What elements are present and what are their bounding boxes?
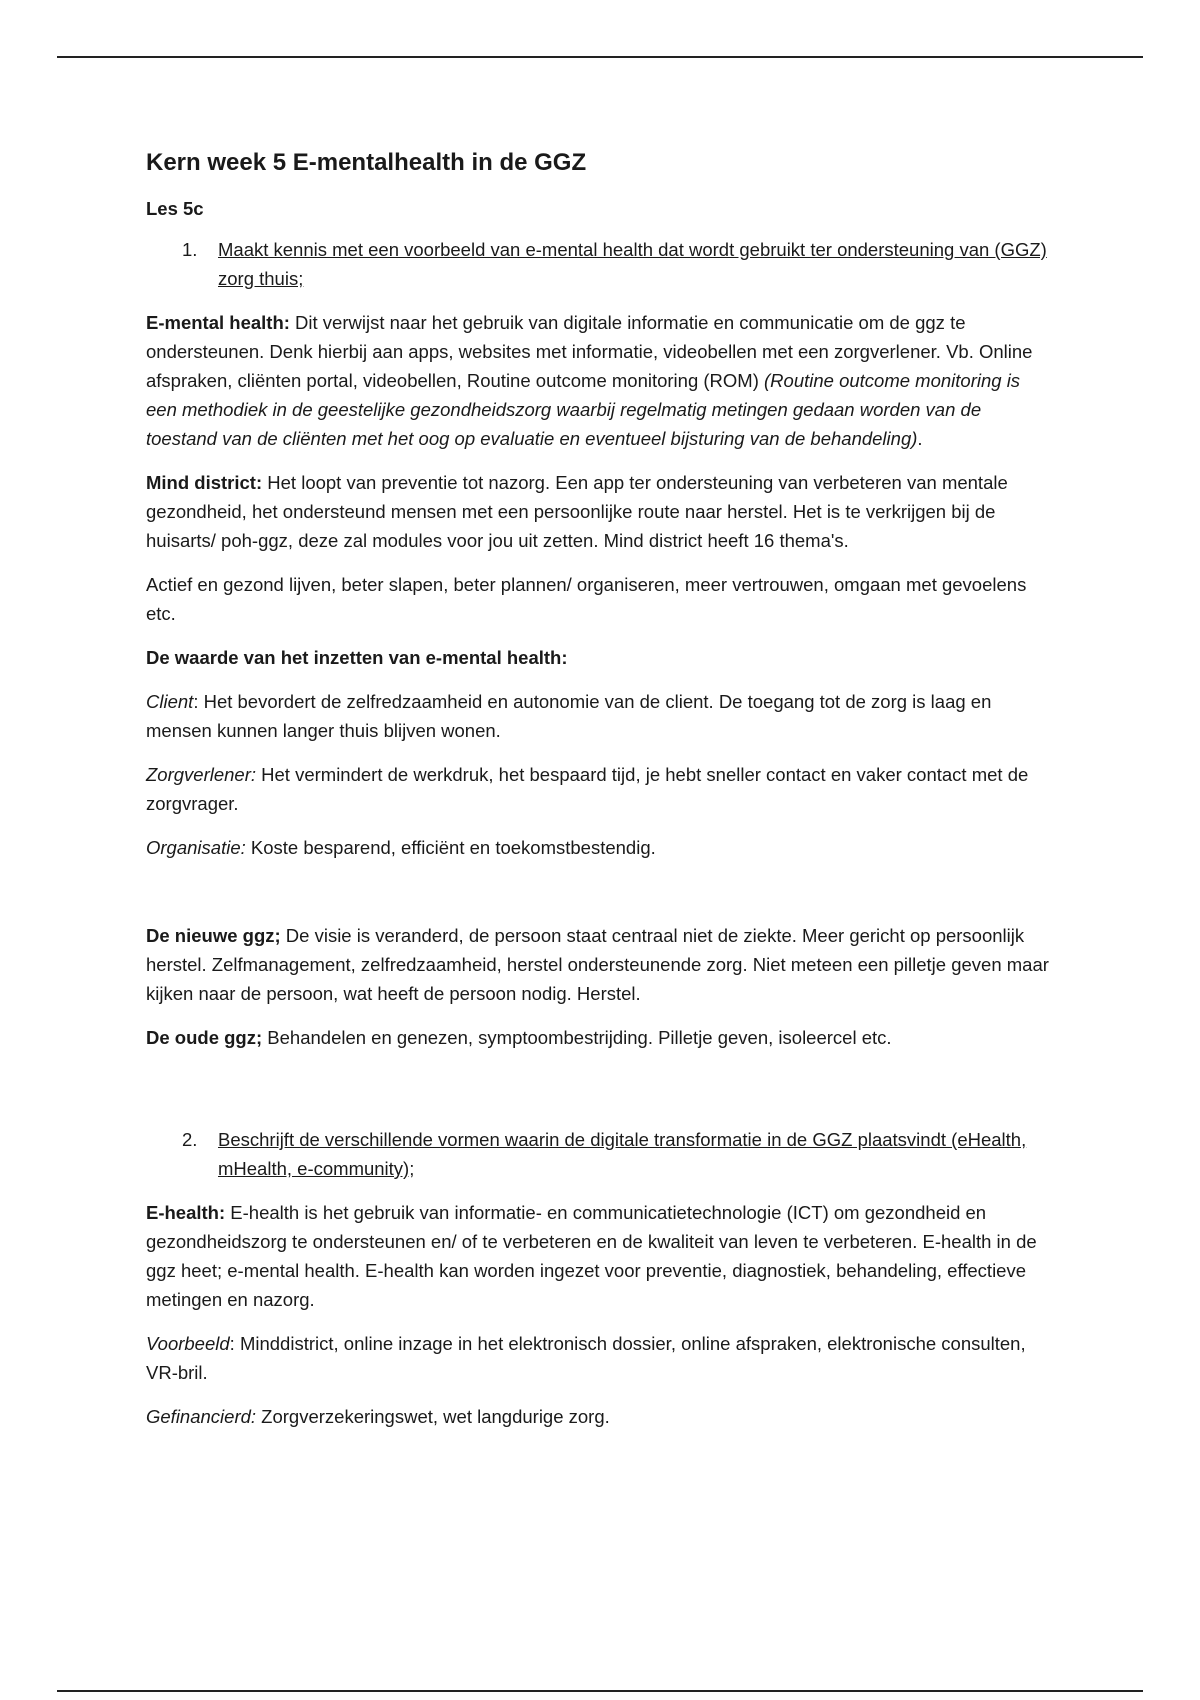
paragraph-e-mental-health (146, 308, 1056, 453)
paragraph-zorgverlener (146, 760, 1056, 818)
term-e-health: E-health: (146, 1202, 226, 1223)
term-gefinancierd: Gefinancierd: (146, 1406, 257, 1427)
organisatie-text: Koste besparend, efficiënt en toekomstbestendig. (245, 837, 656, 858)
objective-1-number: 1. (182, 239, 198, 260)
term-client: Client (146, 691, 194, 712)
paragraph-organisatie (146, 833, 1056, 862)
nieuwe-ggz-text: De visie is veranderd, de persoon staat centraal niet de ziekte. Meer gericht op persoonlijk herstel. Zelfmanagement, zelfredzaamheid, herstel ondersteunende zorg. Niet meteen een pilletje geven maar kijken naar de persoon, wat heeft de persoon nodig. Herstel. (146, 925, 1049, 1004)
lesson-label: Les 5c (146, 198, 204, 219)
voorbeeld-text: : Minddistrict, online inzage in het elektronisch dossier, online afspraken, elektronische consulten, VR-bril. (146, 1333, 1026, 1383)
spacer (146, 1067, 1056, 1125)
value-heading-text: De waarde van het inzetten van e-mental health: (146, 647, 568, 668)
rom-explanation: (Routine outcome monitoring is een methodiek in de geestelijke gezondheidszorg waarbij regelmatig metingen gedaan worden van de toestand van de cliënten met het oog op evaluatie en eventueel bijsturing van de behandeling) (146, 370, 1021, 449)
value-heading (146, 643, 1056, 672)
client-text: : Het bevordert de zelfredzaamheid en autonomie van de client. De toegang tot de zorg is laag en mensen kunnen langer thuis blijven wonen. (146, 691, 992, 741)
paragraph-oude-ggz (146, 1023, 1056, 1052)
term-zorgverlener: Zorgverlener: (146, 764, 257, 785)
objective-2-number: 2. (182, 1129, 198, 1150)
objective-2 (146, 1125, 1056, 1183)
spacer (146, 877, 1056, 921)
paragraph-mind-district (146, 468, 1056, 555)
zorgverlener-text: Het vermindert de werkdruk, het bespaard tijd, je hebt sneller contact en vaker contact met de zorgvrager. (146, 764, 1029, 814)
bottom-rule (57, 1690, 1143, 1692)
oude-ggz-text: Behandelen en genezen, symptoombestrijding. Pilletje geven, isoleercel etc. (262, 1027, 892, 1048)
mind-district-text: Het loopt van preventie tot nazorg. Een app ter ondersteuning van verbeteren van mentale gezondheid, het ondersteund mensen met een persoonlijke route naar herstel. Het is te verkrijgen bij de huisarts/ poh-ggz, deze zal modules voor jou uit zetten. Mind district heeft 16 thema's. (146, 472, 1008, 551)
objective-1-text: Maakt kennis met een voorbeeld van e-mental health dat wordt gebruikt ter ondersteuning van (GGZ) zorg thuis; (218, 239, 1047, 289)
gefinancierd-text: Zorgverzekeringswet, wet langdurige zorg. (256, 1406, 610, 1427)
term-e-mental-health: E-mental health: (146, 312, 290, 333)
paragraph-voorbeeld (146, 1329, 1056, 1387)
objective-2-text: Beschrijft de verschillende vormen waarin de digitale transformatie in de GGZ plaatsvindt (eHealth, mHealth, e-community); (218, 1129, 1027, 1179)
term-voorbeeld: Voorbeeld (146, 1333, 230, 1354)
e-mental-health-end: . (917, 428, 923, 449)
page-title: Kern week 5 E-mentalhealth in de GGZ (146, 149, 587, 176)
e-health-text: E-health is het gebruik van informatie- en communicatietechnologie (ICT) om gezondheid en gezondheidszorg te ondersteunen en/ of te verbeteren en de kwaliteit van leven te verbeteren. E-health in de ggz heet; e-mental health. E-health kan worden ingezet voor preventie, diagnostiek, behandeling, effectieve metingen en nazorg. (146, 1202, 1037, 1310)
paragraph-e-health (146, 1198, 1056, 1314)
paragraph-client (146, 687, 1056, 745)
term-nieuwe-ggz: De nieuwe ggz; (146, 925, 281, 946)
paragraph-nieuwe-ggz (146, 921, 1056, 1008)
document-body (146, 146, 1056, 1446)
paragraph-gefinancierd (146, 1402, 1056, 1431)
paragraph-themes: Actief en gezond lijven, beter slapen, beter plannen/ organiseren, meer vertrouwen, omgaan met gevoelens etc. (146, 574, 1027, 624)
e-mental-health-text: Dit verwijst naar het gebruik van digitale informatie en communicatie om de ggz te ondersteunen. Denk hierbij aan apps, websites met informatie, videobellen met een zorgverlener. Vb. Online afspraken, cliënten portal, videobellen, Routine outcome monitoring (ROM) (146, 312, 1033, 391)
top-rule (57, 56, 1143, 58)
term-mind-district: Mind district: (146, 472, 263, 493)
objective-1 (146, 235, 1056, 293)
term-oude-ggz: De oude ggz; (146, 1027, 263, 1048)
term-organisatie: Organisatie: (146, 837, 246, 858)
